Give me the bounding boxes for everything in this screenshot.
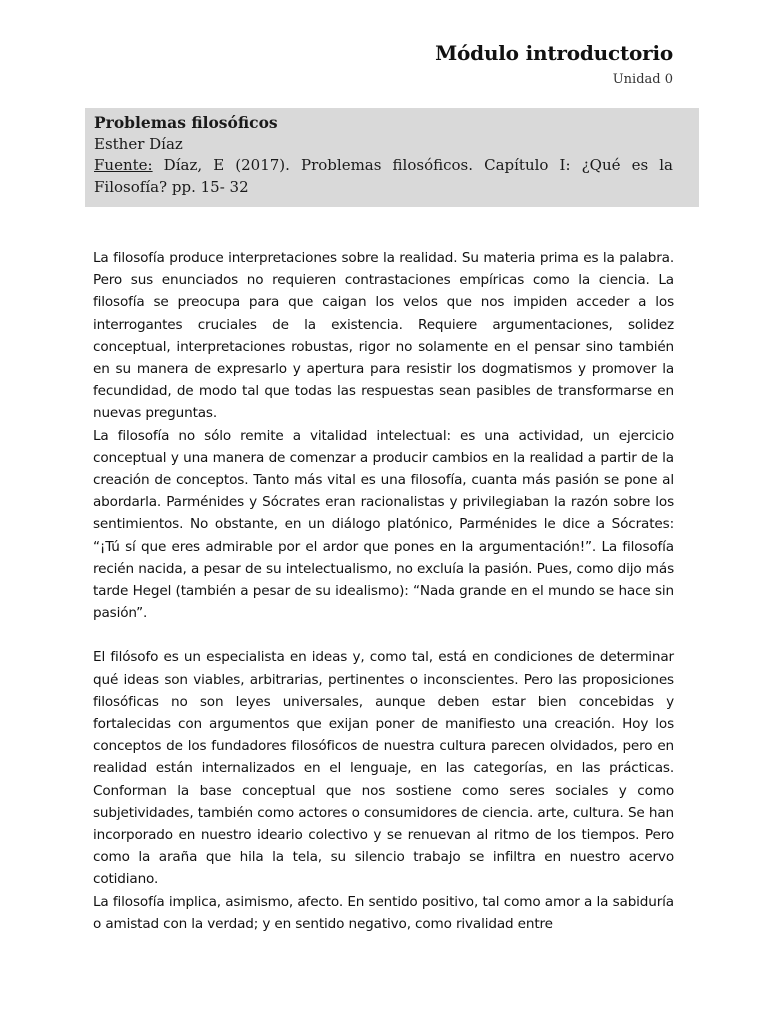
body-text — [93, 247, 674, 935]
paragraph: La filosofía produce interpretaciones sobre la realidad. Su materia prima es la palabra. Pero sus enunciados no requieren contrastaciones empíricas como la ciencia. La filosofía se preocupa para que caigan los velos que nos impiden acceder a los interrogantes cruciales de la existencia. Requiere argumentaciones, solidez conceptual, interpretaciones robustas, rigor no solamente en el pensar sino también en su manera de expresarlo y apertura para resistir los dogmatismos y promover la fecundidad, de modo tal que todas las respuestas sean pasibles de transformarse en nuevas preguntas. — [93, 250, 674, 422]
source-box — [85, 108, 699, 207]
module-title: Módulo introductorio — [435, 41, 673, 65]
paragraph: La filosofía no sólo remite a vitalidad intelectual: es una actividad, un ejercicio conceptual y una manera de comenzar a producir cambios en la realidad a partir de la creación de conceptos. Tanto más vital es una filosofía, cuanta más pasión se pone al abordarla. Parménides y Sócrates eran racionalistas y privilegiaban la razón sobre los sentimientos. No obstante, en un diálogo platónico, Parménides le dice a Sócrates: “¡Tú sí que eres admirable por el ardor que pones en la argumentación!”. La filosofía recién nacida, a pesar de su intelectualismo, no excluía la pasión. Pues, como dijo más tarde Hegel (también a pesar de su idealismo): “Nada grande en el mundo se hace sin pasión”. — [93, 427, 674, 622]
paragraph: La filosofía implica, asimismo, afecto. En sentido positivo, tal como amor a la sabiduría o amistad con la verdad; y en sentido negativo, como rivalidad entre — [93, 893, 674, 932]
page-header — [435, 40, 673, 87]
source-reference-text: Díaz, E (2017). Problemas filosóficos. Capítulo I: ¿Qué es la Filosofía? pp. 15- 32 — [94, 156, 673, 196]
unit-label: Unidad 0 — [612, 72, 673, 87]
source-title: Problemas filosóficos — [94, 113, 278, 132]
source-reference-label: Fuente: — [94, 156, 153, 174]
source-author: Esther Díaz — [94, 134, 183, 153]
paragraph: El filósofo es un especialista en ideas y, como tal, está en condiciones de determinar qué ideas son viables, arbitrarias, pertinentes o inconscientes. Pero las proposiciones filosóficas no son leyes universales, aunque deben estar bien concebidas y fortalecidas con argumentos que exijan poner de manifiesto una creación. Hoy los conceptos de los fundadores filosóficos de nuestra cultura parecen olvidados, pero en realidad están internalizados en el lenguaje, en las categorías, en las prácticas. Conforman la base conceptual que nos sostiene como seres sociales y como subjetividades, también como actores o consumidores de ciencia. arte, cultura. Se han incorporado en nuestro ideario colectivo y se renuevan al ritmo de los tiempos. Pero como la araña que hila la tela, su silencio trabajo se infiltra en nuestro acervo cotidiano. — [93, 649, 674, 888]
source-reference — [94, 155, 673, 198]
